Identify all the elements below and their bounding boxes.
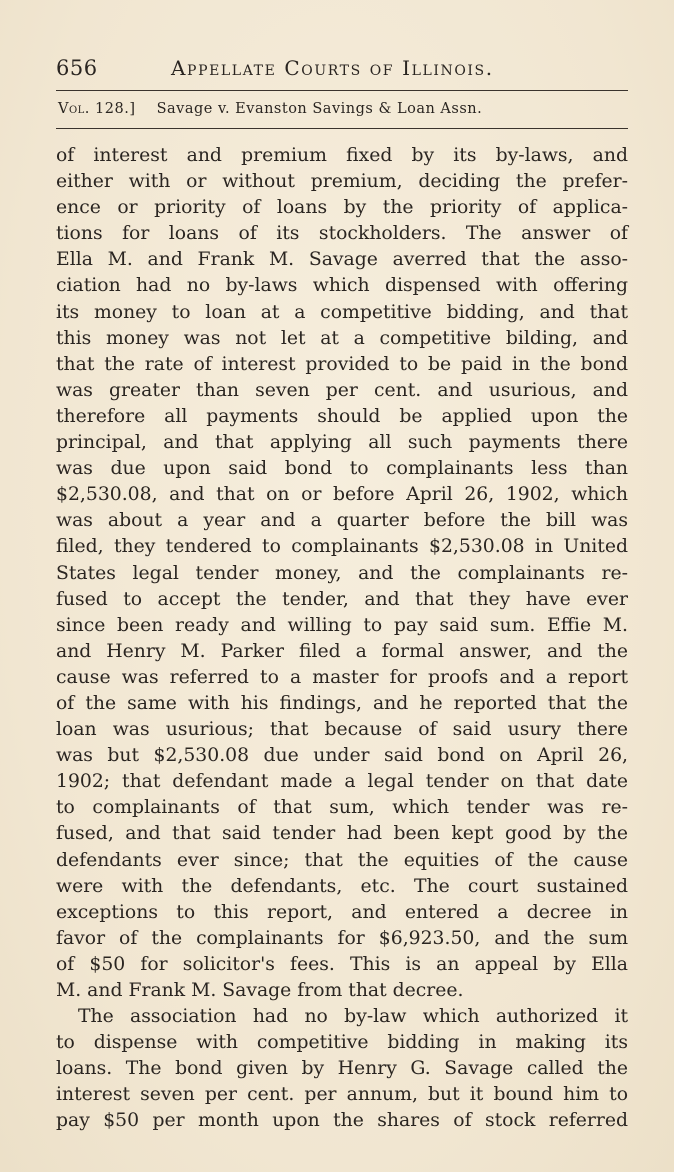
text-line: cause was referred to a master for proofs and a report [56,666,628,688]
text-line: favor of the complainants for $6,923.50, and the sum [56,927,628,949]
text-line: that the rate of interest provided to be paid in the bond [56,353,628,375]
volume-label: Vol. 128.] [58,101,136,117]
text-line: to dispense with competitive bidding in making its [56,1032,628,1054]
header-rule-top [56,90,628,91]
text-line: fused, and that said tender had been kept good by the [56,823,628,845]
text-line: to complainants of that sum, which tender was re- [56,797,628,819]
text-line: exceptions to this report, and entered a decree in [56,901,628,923]
text-line: pay $50 per month upon the shares of stock referred [56,1110,628,1132]
page-header [56,56,628,86]
case-title: Savage v. Evanston Savings & Loan Assn. [156,101,483,117]
text-line: since been ready and willing to pay said sum. Effie M. [56,614,628,636]
text-line: of $50 for solicitor's fees. This is an appeal by Ella [56,953,628,975]
page-number: 656 [56,56,98,80]
case-citation-line [58,101,628,117]
text-line: principal, and that applying all such payments there [56,432,628,454]
running-head: Appellate Courts of Illinois. [171,56,494,80]
text-line: was about a year and a quarter before the bill was [56,510,628,532]
text-line: tions for loans of its stockholders. The answer of [56,223,628,245]
text-line: loans. The bond given by Henry G. Savage called the [56,1058,628,1080]
text-line: Ella M. and Frank M. Savage averred that the asso- [56,249,628,271]
text-line: interest seven per cent. per annum, but it bound him to [56,1084,628,1106]
text-line-paragraph-start: The association had no by-law which authorized it [78,1006,628,1028]
text-line: loan was usurious; that because of said usury there [56,719,628,741]
text-line: fused to accept the tender, and that they have ever [56,588,628,610]
text-line: $2,530.08, and that on or before April 26, 1902, which [56,484,628,506]
text-line: States legal tender money, and the complainants re- [56,562,628,584]
text-line: filed, they tendered to complainants $2,530.08 in United [56,536,628,558]
text-line: ciation had no by-laws which dispensed with offering [56,275,628,297]
text-line: of the same with his findings, and he reported that the [56,692,628,714]
text-line: was greater than seven per cent. and usurious, and [56,379,628,401]
text-line: 1902; that defendant made a legal tender on that date [56,771,628,793]
text-line: was due upon said bond to complainants less than [56,458,628,480]
text-line: and Henry M. Parker filed a formal answer, and the [56,640,628,662]
text-line: this money was not let at a competitive bilding, and [56,327,628,349]
text-line: ence or priority of loans by the priority of applica- [56,197,628,219]
text-line: either with or without premium, deciding the prefer- [56,171,628,193]
text-line: its money to loan at a competitive bidding, and that [56,301,628,323]
text-line: of interest and premium fixed by its by-laws, and [56,145,628,166]
text-line: therefore all payments should be applied upon the [56,405,628,427]
body-text [56,143,628,1135]
text-line-paragraph-end: M. and Frank M. Savage from that decree. [56,980,464,1001]
text-line: was but $2,530.08 due under said bond on April 26, [56,745,628,767]
text-line: were with the defendants, etc. The court sustained [56,875,628,897]
header-rule-bottom [56,128,628,129]
text-line: defendants ever since; that the equities of the cause [56,849,628,871]
